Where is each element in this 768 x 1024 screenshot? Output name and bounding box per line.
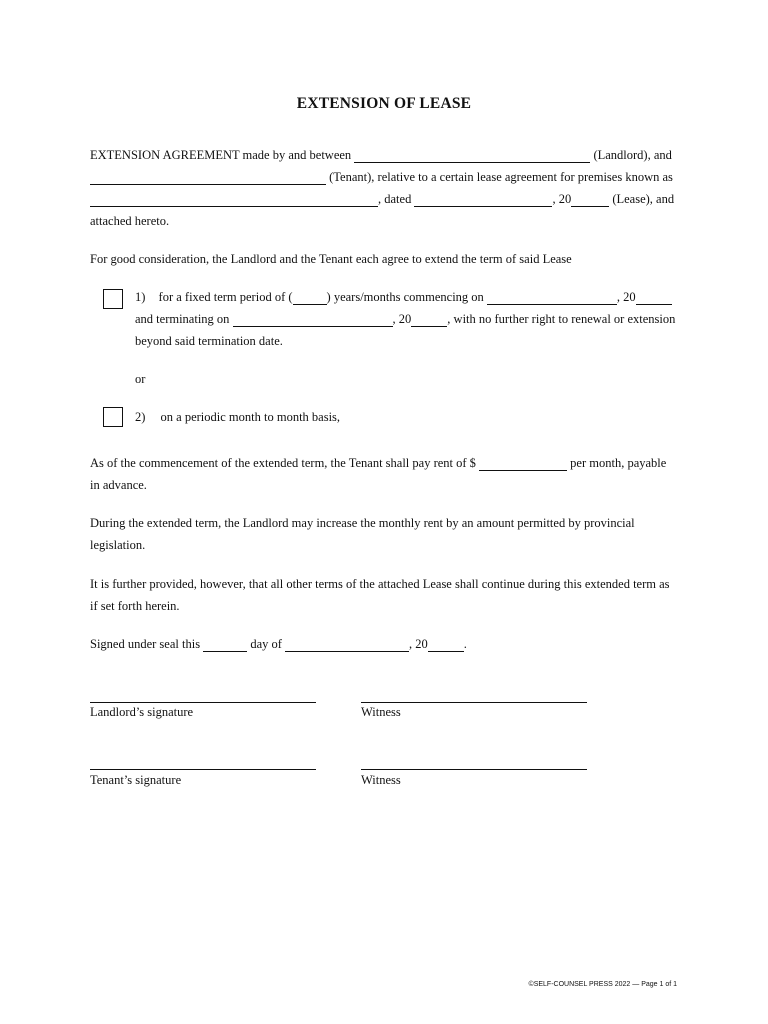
witness-1-signature-line[interactable]	[361, 702, 587, 703]
consideration-paragraph: For good consideration, the Landlord and the Tenant each agree to extend the term of said Lease	[90, 252, 572, 266]
rent-line-1	[90, 455, 666, 471]
or-label: or	[135, 372, 146, 386]
further-line-2: if set forth herein.	[90, 599, 180, 613]
increase-line-1: During the extended term, the Landlord may increase the monthly rent by an amount permitted by provincial	[90, 516, 635, 530]
tenant-signature-line[interactable]	[90, 769, 316, 770]
terminating-date-field[interactable]	[233, 314, 393, 327]
landlord-label: (Landlord), and	[593, 148, 672, 162]
agreement-intro: EXTENSION AGREEMENT made by and between	[90, 148, 352, 162]
day-of-label: day of	[250, 637, 282, 651]
agreement-line-3	[90, 191, 674, 207]
commencing-year-prefix: , 20	[616, 290, 636, 304]
witness-2-label: Witness	[361, 773, 401, 787]
option-2-line	[135, 409, 340, 425]
option-2-number: 2)	[135, 410, 146, 424]
per-month-label: per month, payable	[570, 456, 667, 470]
lease-date-field[interactable]	[414, 194, 552, 207]
tenant-label: (Tenant), relative to a certain lease agreement for premises known as	[329, 170, 673, 184]
rent-amount-field[interactable]	[479, 458, 567, 471]
signed-year-prefix: , 20	[409, 637, 428, 651]
terminating-year-prefix: , 20	[392, 312, 412, 326]
document-title: EXTENSION OF LEASE	[296, 95, 472, 112]
fixed-term-label: for a fixed term period of (	[158, 290, 293, 304]
periodic-label: on a periodic month to month basis,	[160, 410, 341, 424]
signed-period: .	[463, 637, 467, 651]
agreement-line-4: attached hereto.	[90, 214, 170, 228]
commencing-year-field[interactable]	[636, 292, 672, 305]
increase-line-2: legislation.	[90, 538, 146, 552]
option-1-checkbox[interactable]	[103, 289, 123, 309]
witness-2-signature-line[interactable]	[361, 769, 587, 770]
no-renewal-label: , with no further right to renewal or extension	[447, 312, 676, 326]
signed-label: Signed under seal this	[90, 637, 201, 651]
landlord-signature-label: Landlord’s signature	[90, 705, 194, 719]
further-line-1: It is further provided, however, that all other terms of the attached Lease shall continue during this extended term as	[90, 577, 670, 591]
dated-label: , dated	[378, 192, 412, 206]
signed-month-field[interactable]	[285, 639, 409, 652]
landlord-signature-line[interactable]	[90, 702, 316, 703]
witness-1-label: Witness	[361, 705, 401, 719]
signed-year-field[interactable]	[428, 639, 464, 652]
page-footer: ©SELF-COUNSEL PRESS 2022 — Page 1 of 1	[528, 981, 677, 988]
years-months-label: ) years/months commencing on	[326, 290, 484, 304]
rent-line-2: in advance.	[90, 478, 147, 492]
tenant-signature-label: Tenant’s signature	[90, 773, 182, 787]
lease-year-field[interactable]	[571, 194, 609, 207]
terminating-label: and terminating on	[135, 312, 230, 326]
option-1-number: 1)	[135, 290, 146, 304]
agreement-line-1	[90, 147, 672, 163]
terminating-year-field[interactable]	[411, 314, 447, 327]
tenant-name-field[interactable]	[90, 172, 326, 185]
commencing-date-field[interactable]	[487, 292, 617, 305]
option-1-line-1	[135, 289, 672, 305]
option-1-line-2	[135, 311, 675, 327]
signed-line	[90, 636, 467, 652]
term-period-field[interactable]	[293, 292, 327, 305]
signed-day-field[interactable]	[203, 639, 247, 652]
option-2-checkbox[interactable]	[103, 407, 123, 427]
year-prefix: , 20	[552, 192, 572, 206]
lease-label: (Lease), and	[612, 192, 675, 206]
option-1-line-3: beyond said termination date.	[135, 334, 283, 348]
premises-field[interactable]	[90, 194, 378, 207]
rent-label: As of the commencement of the extended term, the Tenant shall pay rent of $	[90, 456, 476, 470]
landlord-name-field[interactable]	[354, 150, 590, 163]
agreement-line-2	[90, 169, 673, 185]
